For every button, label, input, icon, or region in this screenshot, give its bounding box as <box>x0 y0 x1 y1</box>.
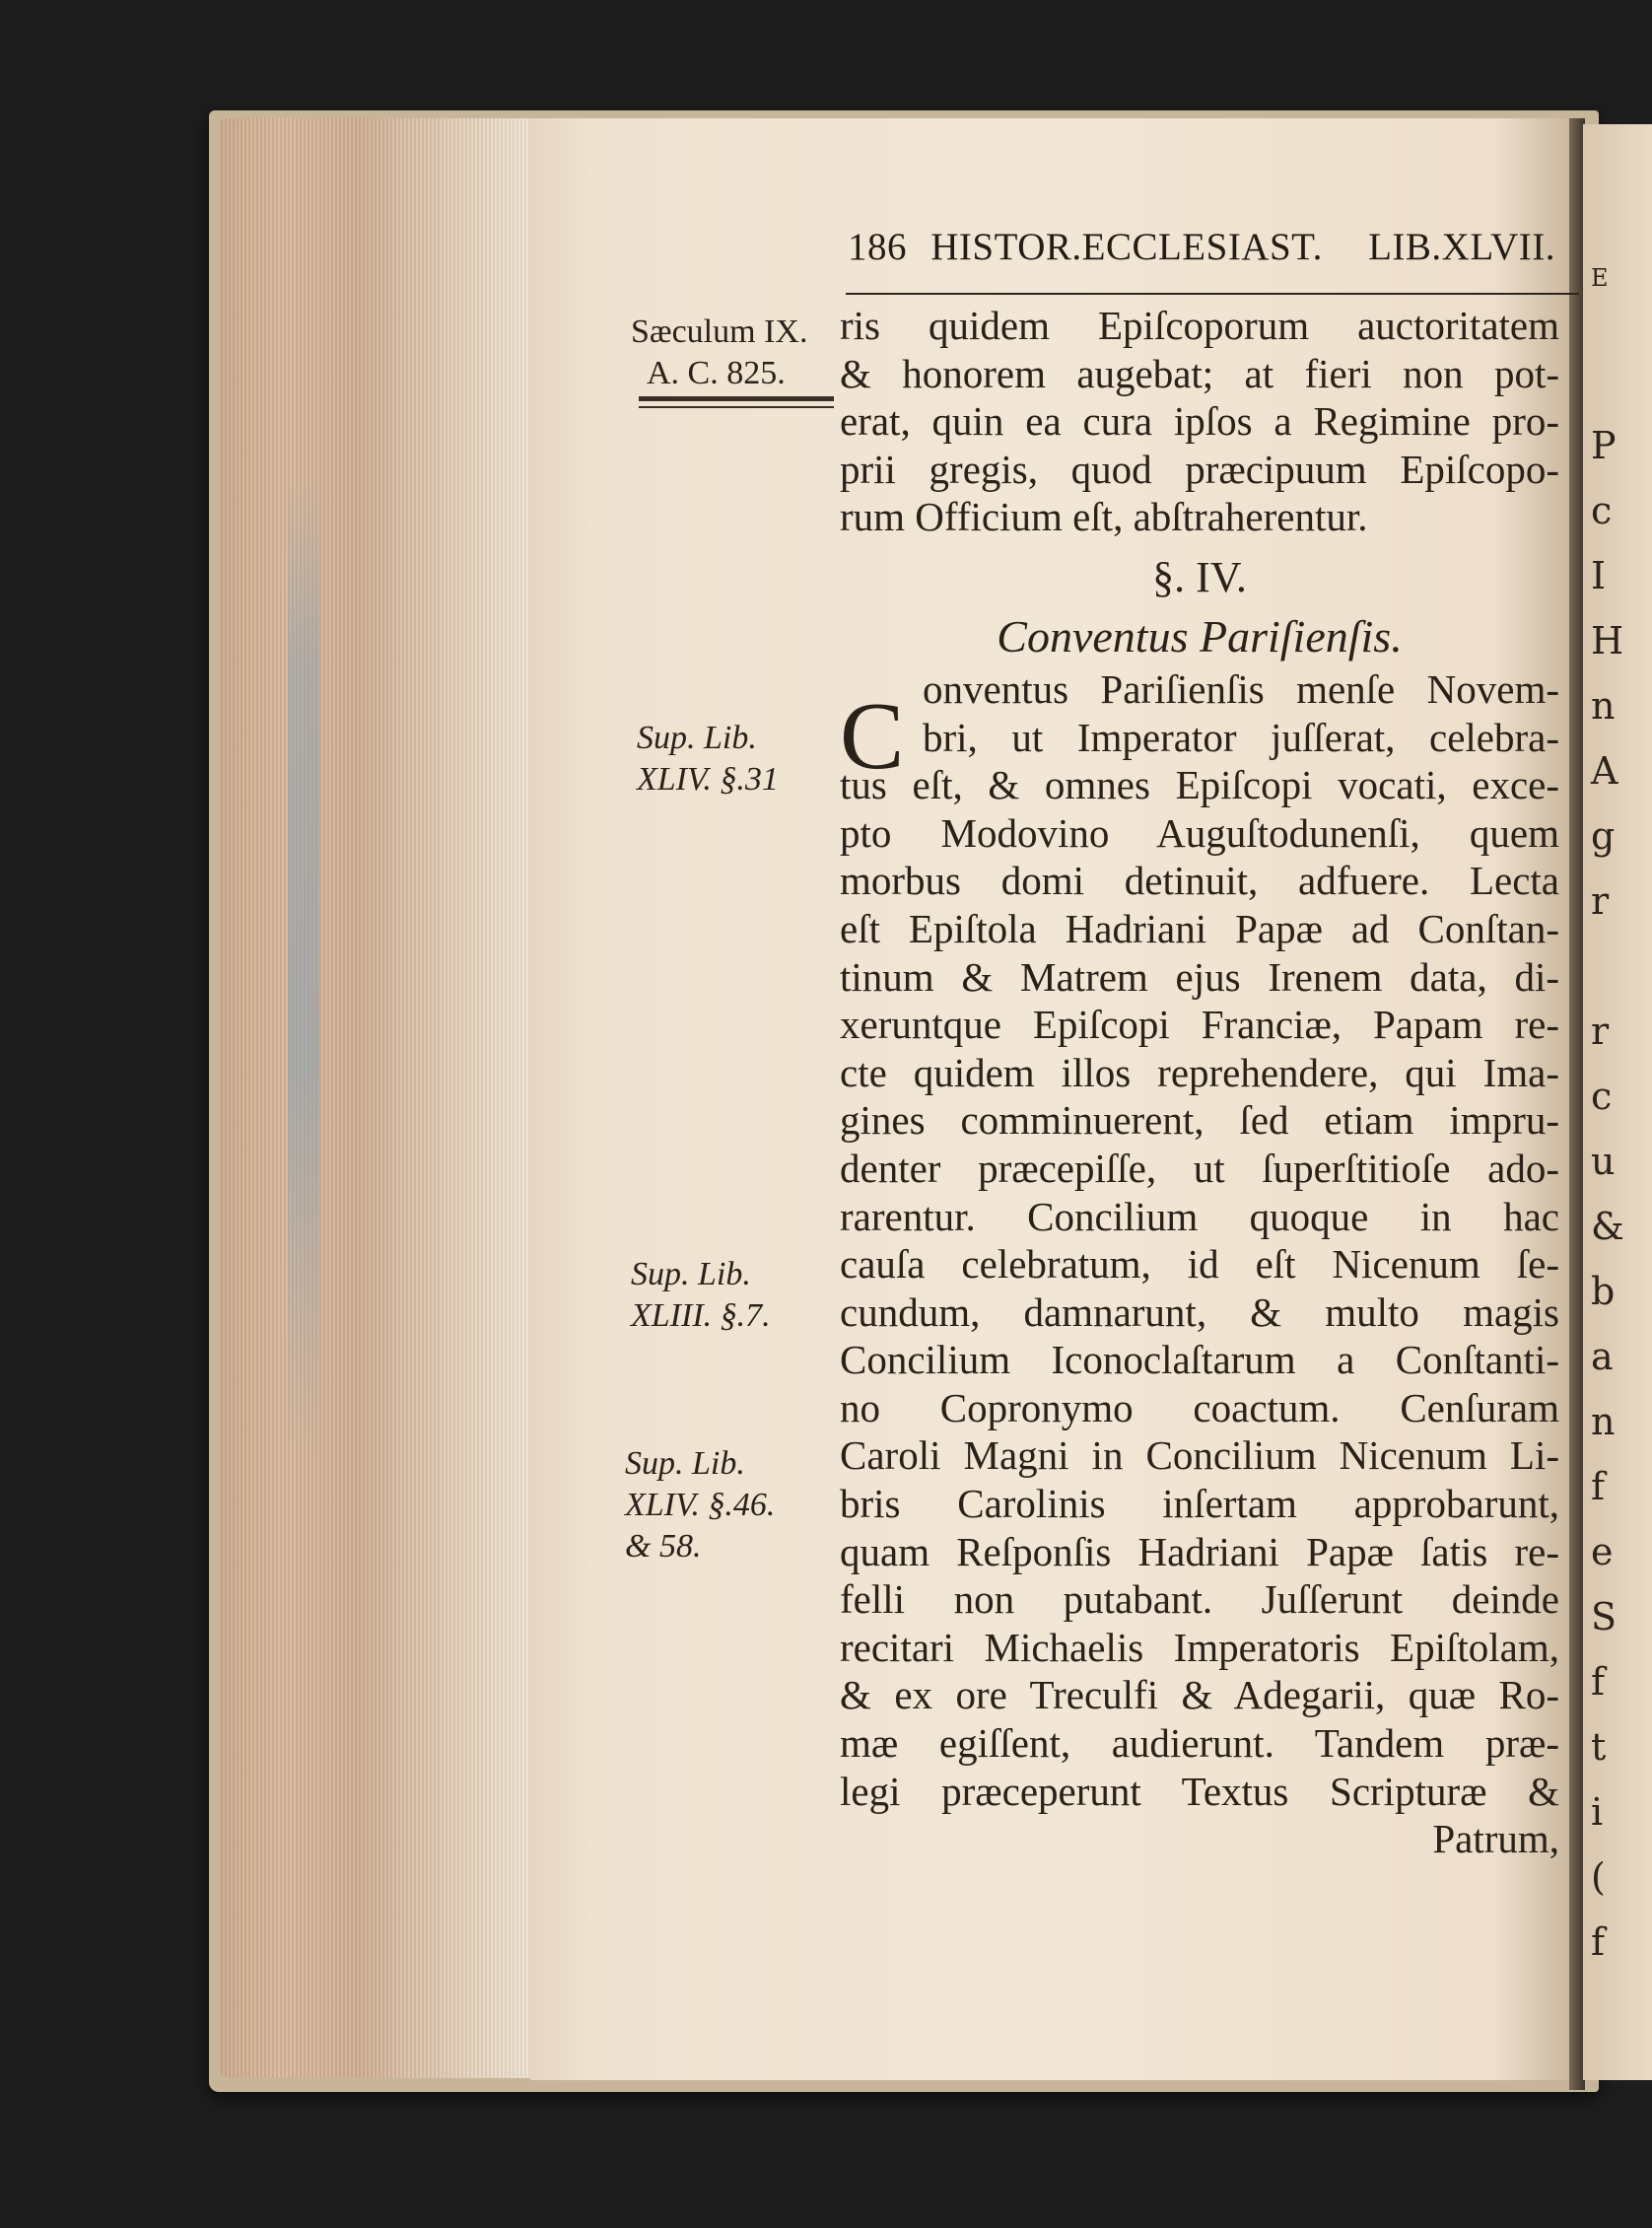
facing-letter: t <box>1591 1725 1607 1769</box>
text-line: recitari Michaelis Imperatoris Epiſtolam, <box>840 1624 1559 1670</box>
facing-letter: u <box>1591 1140 1616 1183</box>
margin-rule <box>639 396 834 401</box>
facing-header-fragment: E <box>1591 264 1609 292</box>
margin-note-line: & 58. <box>625 1528 702 1565</box>
text-line: tinum & Matrem ejus Irenem data, di- <box>840 953 1559 1000</box>
facing-letter: f <box>1591 1465 1606 1508</box>
facing-letter: b <box>1591 1270 1616 1313</box>
page-number: 186 <box>848 226 907 268</box>
text-line: no Copronymo coactum. Cenſuram <box>840 1384 1559 1430</box>
text-line: gines comminuerent, ſed etiam impru- <box>840 1097 1559 1144</box>
facing-letter: n <box>1591 1400 1616 1443</box>
facing-letter: c <box>1591 489 1613 532</box>
facing-letter: ( <box>1591 1855 1606 1899</box>
text-line: cte quidem illos reprehendere, qui Ima- <box>840 1049 1559 1095</box>
facing-letters <box>1591 420 1624 1982</box>
text-line: Caroli Magni in Concilium Nicenum Li- <box>840 1432 1559 1479</box>
text-line: Patrum, <box>1432 1816 1559 1862</box>
text-line: pto Modovino Auguſtodunenſi, quem <box>840 809 1559 856</box>
facing-letter <box>1591 940 1624 1006</box>
text-line: ris quidem Epiſcoporum auctoritatem <box>840 303 1559 348</box>
text-line: xeruntque Epiſcopi Franciæ, Papam re- <box>840 1002 1559 1048</box>
margin-note-line: Sup. Lib. <box>625 1445 745 1482</box>
text-line: & ex ore Treculfi & Adegarii, quæ Ro- <box>840 1672 1559 1718</box>
edge-stain <box>288 473 319 1459</box>
text-line: legi præceperunt Textus Scripturæ & <box>840 1768 1559 1814</box>
text-line: prii gregis, quod præcipuum Epiſcopo- <box>840 446 1559 492</box>
section-number: §. IV. <box>1152 552 1247 601</box>
facing-letter: r <box>1591 1010 1610 1053</box>
margin-note-line: Sæculum IX. <box>631 313 808 350</box>
text-line: & honorem augebat; at fieri non pot- <box>840 350 1559 396</box>
margin-note-line: XLIV. §.46. <box>625 1487 776 1523</box>
text-line: cundum, damnarunt, & multo magis <box>840 1288 1559 1335</box>
drop-cap: C <box>840 683 905 790</box>
margin-note-ref-1 <box>637 718 779 801</box>
margin-note-century <box>631 312 807 394</box>
facing-letter: A <box>1591 749 1618 793</box>
margin-note-ref-2 <box>631 1254 771 1337</box>
running-title: HISTOR.ECCLESIAST. <box>930 226 1323 268</box>
text-line: onventus Pariſienſis menſe Novem- <box>923 665 1559 712</box>
margin-note-line: Sup. Lib. <box>637 720 757 756</box>
text-line: Concilium Iconoclaſtarum a Conſtanti- <box>840 1337 1559 1383</box>
text-line: felli non putabant. Juſſerunt deinde <box>840 1576 1559 1623</box>
facing-letter: I <box>1591 554 1607 597</box>
text-line: erat, quin ea cura ipſos a Regimine pro- <box>840 398 1559 445</box>
facing-letter: f <box>1591 1660 1606 1704</box>
text-line: quam Reſponſis Hadriani Papæ ſatis re- <box>840 1528 1559 1574</box>
facing-letter: i <box>1591 1790 1604 1834</box>
text-line: bri, ut Imperator juſſerat, celebra- <box>923 714 1559 760</box>
text-line: eſt Epiſtola Hadriani Papæ ad Conſtan- <box>840 905 1559 951</box>
facing-letter: S <box>1591 1595 1618 1638</box>
text-line: bris Carolinis inſertam approbarunt, <box>840 1481 1559 1527</box>
margin-rule <box>639 406 834 408</box>
text-line: cauſa celebratum, id eſt Nicenum ſe- <box>840 1241 1559 1288</box>
margin-note-ref-3 <box>625 1443 775 1567</box>
text-line: mæ egiſſent, audierunt. Tandem præ- <box>840 1720 1559 1767</box>
text-line: denter præcepiſſe, ut ſuperſtitioſe ado- <box>840 1145 1559 1191</box>
right-page-fragment <box>1583 124 1652 2080</box>
text-line: rum Officium eſt, abſtraherentur. <box>840 494 1368 540</box>
section-title: Conventus Pariſienſis. <box>997 610 1403 661</box>
facing-letter: P <box>1591 424 1617 467</box>
facing-letter: g <box>1591 814 1616 858</box>
facing-letter: a <box>1591 1335 1614 1378</box>
facing-letter: H <box>1591 619 1624 662</box>
margin-note-line: XLIV. §.31 <box>637 761 779 798</box>
page-edges <box>219 118 532 2078</box>
text-line: rarentur. Concilium quoque in hac <box>840 1193 1559 1239</box>
margin-note-line: A. C. 825. <box>647 355 786 391</box>
facing-letter: r <box>1591 879 1610 923</box>
opening-lines <box>840 302 1559 541</box>
text-line: tus eſt, & omnes Epiſcopi vocati, exce- <box>840 762 1559 808</box>
margin-note-line: Sup. Lib. <box>631 1256 751 1292</box>
facing-letter: e <box>1591 1530 1614 1573</box>
paragraph <box>840 665 1559 1863</box>
book-number: LIB.XLVII. <box>1368 226 1555 268</box>
running-header <box>848 225 1582 284</box>
facing-letter: c <box>1591 1075 1613 1118</box>
header-rule <box>846 293 1579 295</box>
facing-letter: n <box>1591 684 1616 728</box>
main-text <box>840 302 1559 1863</box>
text-line: morbus domi detinuit, adfuere. Lecta <box>840 858 1559 904</box>
facing-letter: & <box>1591 1205 1624 1248</box>
margin-note-line: XLIII. §.7. <box>631 1297 771 1334</box>
facing-letter: f <box>1591 1920 1606 1964</box>
